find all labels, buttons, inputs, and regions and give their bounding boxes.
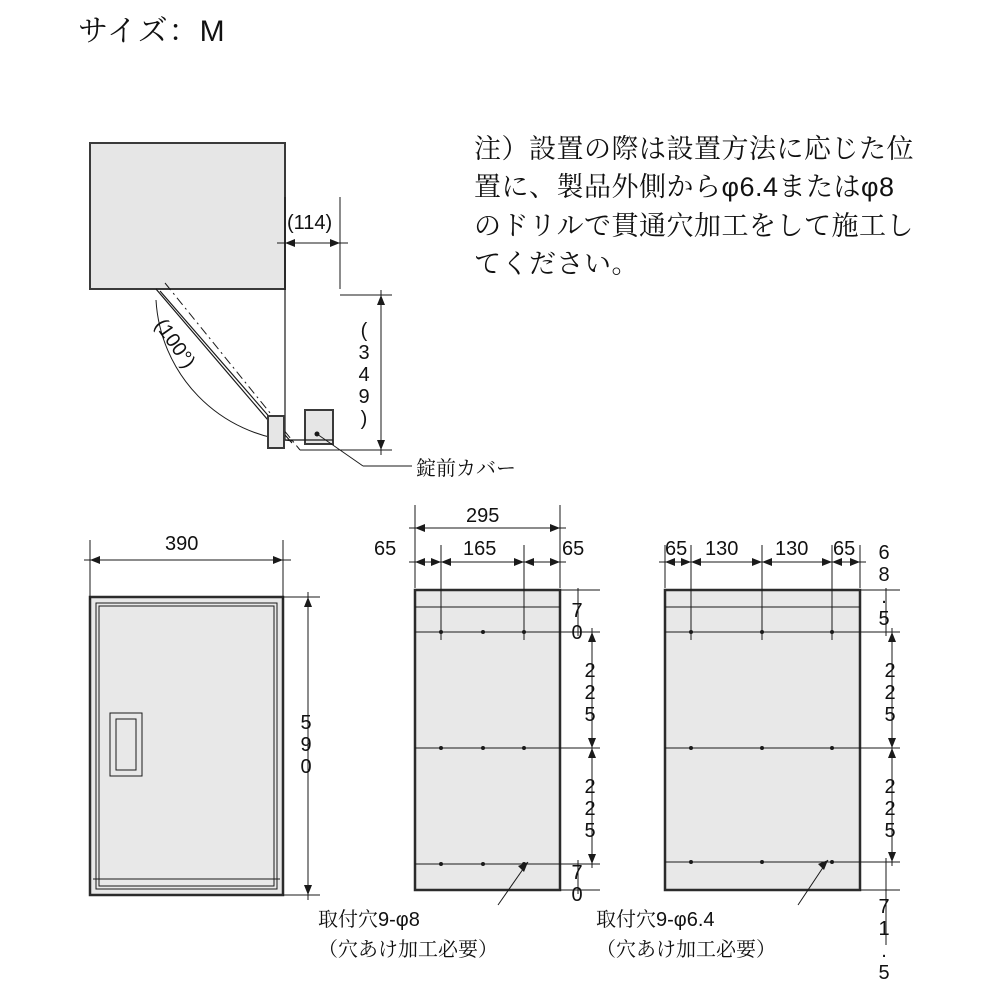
dim-bv2-b-130: 130 bbox=[705, 538, 739, 560]
dim-bv1-center-165: 165 bbox=[463, 538, 497, 560]
dim-bv2-bottom-715: 71.5 bbox=[873, 896, 895, 984]
caption-bv2-line1: 取付穴9-φ6.4 bbox=[596, 909, 715, 931]
dim-bv1-mid2-225: 225 bbox=[579, 776, 601, 842]
caption-bv1-line2: （穴あけ加工必要） bbox=[318, 939, 498, 961]
caption-bv1-line1: 取付穴9-φ8 bbox=[318, 909, 420, 931]
dim-angle-100: (100°) bbox=[149, 315, 200, 373]
back-view-2-group bbox=[659, 545, 900, 945]
dim-bv2-top-685: 68.5 bbox=[873, 542, 895, 630]
installation-note: 注）設置の際は設置方法に応じた位置に、製品外側からφ6.4またはφ8のドリルで貫通穴加工をして施工してください。 bbox=[474, 134, 914, 279]
dim-bv2-mid1-225: 225 bbox=[879, 660, 901, 726]
dim-bv1-mid1-225: 225 bbox=[579, 660, 601, 726]
caption-bv2-line2: （穴あけ加工必要） bbox=[596, 939, 776, 961]
page-title: サイズ：M bbox=[78, 15, 226, 48]
front-view-group bbox=[84, 540, 320, 900]
dim-height-349: (349) bbox=[353, 320, 375, 430]
dim-front-width-390: 390 bbox=[165, 533, 199, 555]
dim-bv1-left-65: 65 bbox=[374, 538, 397, 560]
label-lock-cover: 錠前カバー bbox=[416, 458, 516, 480]
dim-bv2-a-65: 65 bbox=[665, 538, 688, 560]
dim-depth-114: (114) bbox=[287, 212, 333, 234]
dim-bv2-d-65: 65 bbox=[833, 538, 856, 560]
dim-front-height-590: 590 bbox=[295, 712, 317, 778]
back-view-1-group bbox=[409, 505, 600, 905]
dim-bv1-total-295: 295 bbox=[466, 505, 500, 527]
dim-bv2-c-130: 130 bbox=[775, 538, 809, 560]
dim-bv2-mid2-225: 225 bbox=[879, 776, 901, 842]
dim-bv1-top-70: 70 bbox=[566, 600, 588, 644]
dim-bv1-right-65: 65 bbox=[562, 538, 585, 560]
dim-bv1-bottom-70: 70 bbox=[566, 862, 588, 906]
